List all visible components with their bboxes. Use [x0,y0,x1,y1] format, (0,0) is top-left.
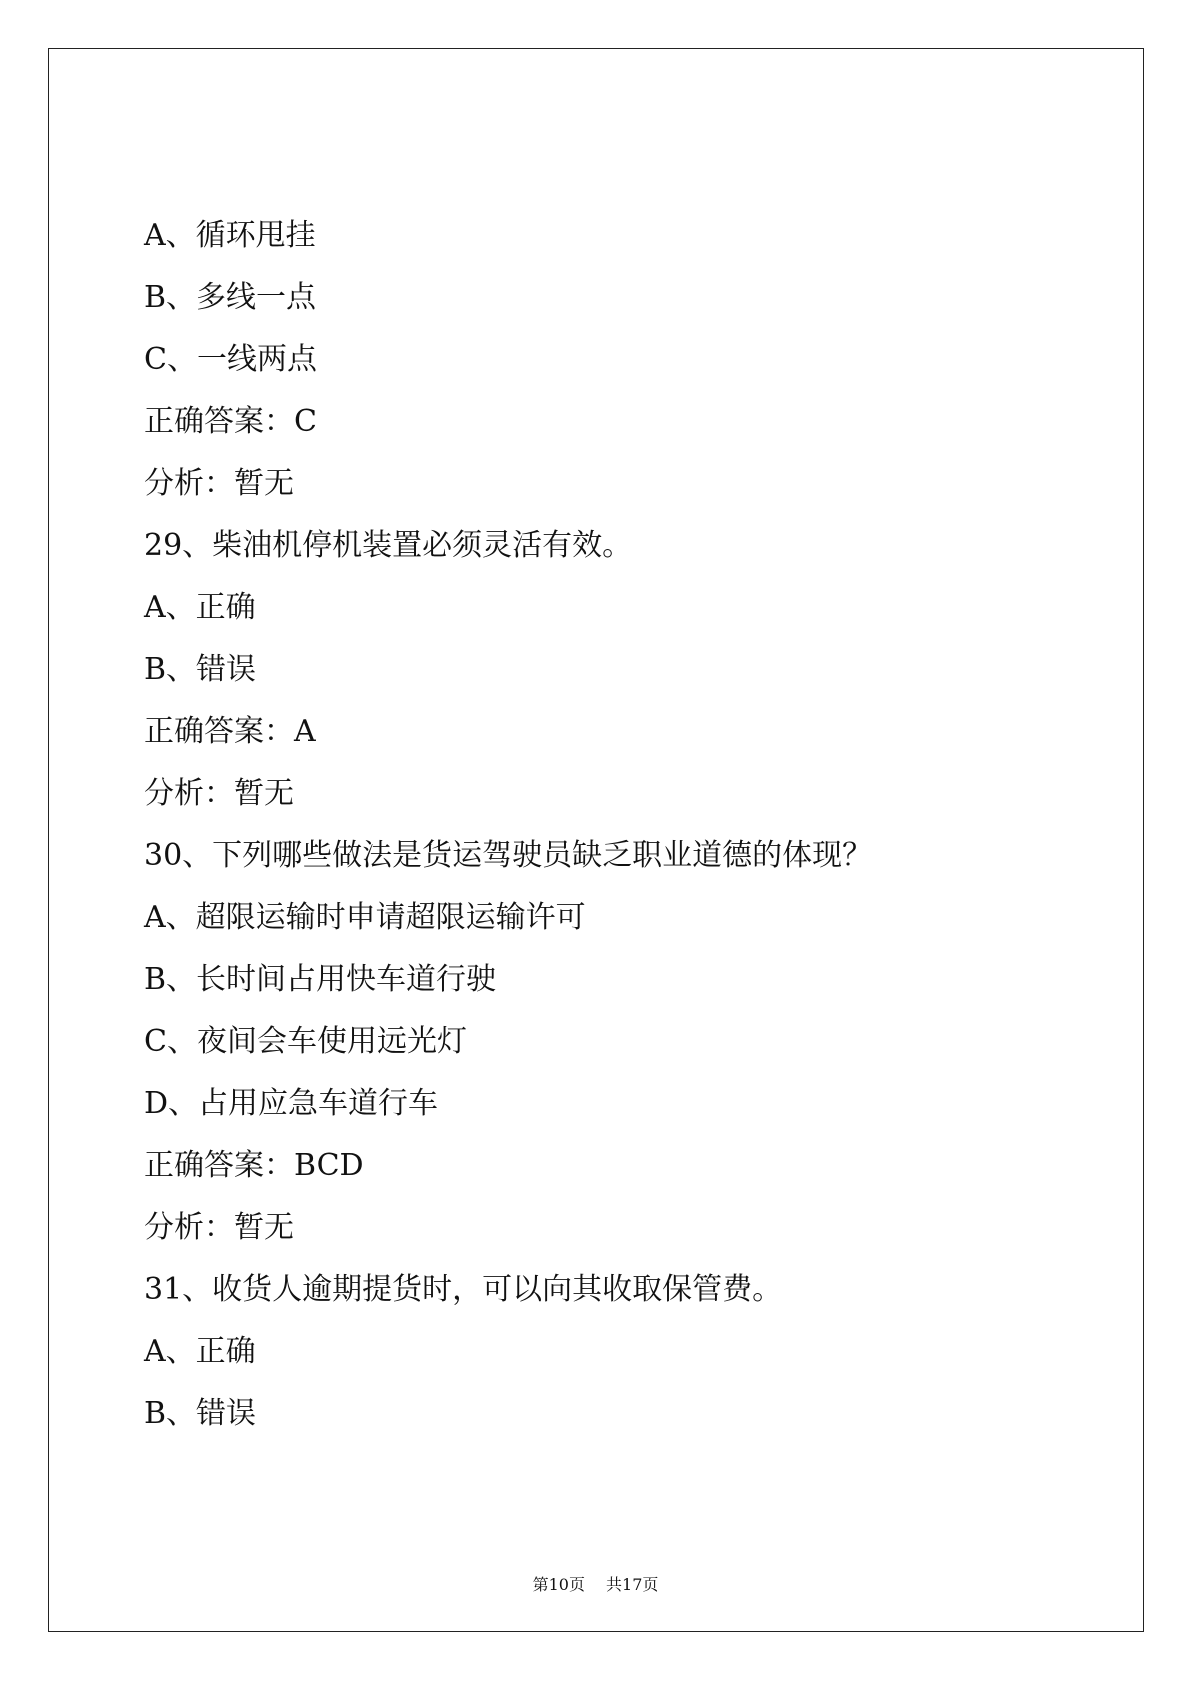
answer-q30: 正确答案：BCD [144,1148,364,1183]
answer-q29: 正确答案：A [144,714,316,749]
option-c-q28: C、一线两点 [144,342,317,377]
analysis-q29: 分析：暂无 [144,776,294,811]
option-a-q28: A、循环甩挂 [144,218,316,253]
question-29: 29、柴油机停机装置必须灵活有效。 [144,528,633,563]
option-b-q28: B、多线一点 [144,280,317,315]
analysis-q30: 分析：暂无 [144,1210,294,1245]
question-31: 31、收货人逾期提货时，可以向其收取保管费。 [144,1272,783,1307]
page-content [144,205,872,1445]
option-a-q31: A、正确 [144,1334,256,1369]
option-b-q29: B、错误 [144,652,257,687]
page-number: 第10页 [532,1575,585,1594]
answer-q28: 正确答案：C [144,404,317,439]
page-footer [0,1572,1191,1595]
page-total: 共17页 [606,1575,659,1594]
analysis-q28: 分析：暂无 [144,466,294,501]
option-d-q30: D、占用应急车道行车 [144,1086,439,1121]
option-b-q30: B、长时间占用快车道行驶 [144,962,497,997]
question-30: 30、下列哪些做法是货运驾驶员缺乏职业道德的体现？ [144,838,873,873]
option-a-q30: A、超限运输时申请超限运输许可 [144,900,586,935]
option-a-q29: A、正确 [144,590,256,625]
option-b-q31: B、错误 [144,1396,257,1431]
option-c-q30: C、夜间会车使用远光灯 [144,1024,467,1059]
